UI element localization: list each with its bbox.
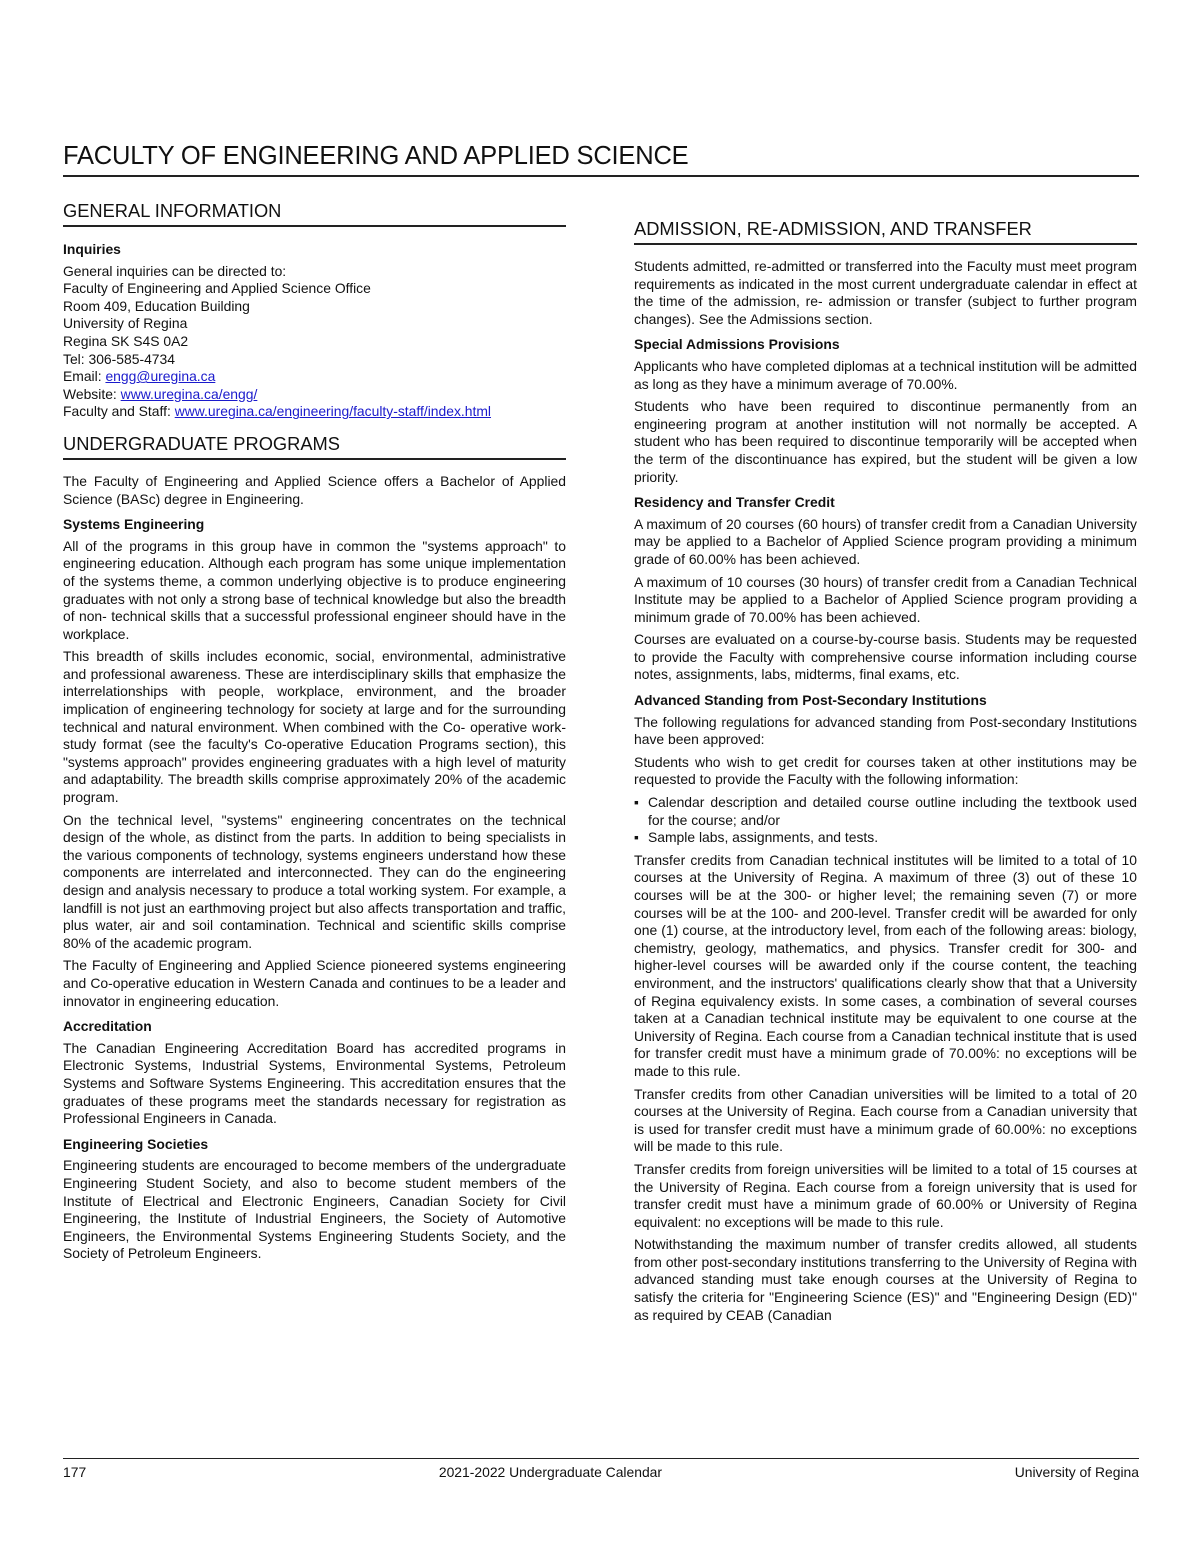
list-item-text: Calendar description and detailed course outline including the textbook used for the course; and/or — [648, 794, 1137, 828]
special-admissions-paragraph-1: Applicants who have completed diplomas at a technical institution will be admitted as long as they have a minimum average of 70.00%. — [634, 357, 1137, 392]
list-item — [634, 794, 1137, 829]
advanced-standing-paragraph-2: Students who wish to get credit for courses taken at other institutions may be requested to provide the Faculty with the following information: — [634, 753, 1137, 788]
staff-link[interactable]: www.uregina.ca/engineering/faculty-staff/index.html — [174, 403, 492, 420]
admission-heading: ADMISSION, RE-ADMISSION, AND TRANSFER — [634, 218, 1137, 245]
info-bullet-list — [634, 794, 1137, 847]
residency-heading: Residency and Transfer Credit — [634, 494, 835, 511]
advanced-standing-heading: Advanced Standing from Post-Secondary Institutions — [634, 692, 987, 709]
staff-label: Faculty and Staff: — [63, 403, 175, 420]
residency-paragraph-1: A maximum of 20 courses (60 hours) of transfer credit from a Canadian University may be applied to a Bachelor of Applied Science program providing a minimum grade of 60.00% has been achieved. — [634, 515, 1137, 567]
website-line — [63, 386, 566, 404]
special-admissions-heading: Special Admissions Provisions — [634, 336, 840, 353]
website-label: Website: — [63, 385, 121, 402]
website-link[interactable]: www.uregina.ca/engg/ — [120, 385, 258, 402]
advanced-standing-paragraph-1: The following regulations for advanced standing from Post-secondary Institutions have been approved: — [634, 713, 1137, 748]
advanced-standing-paragraph-4: Transfer credits from other Canadian universities will be limited to a total of 20 courses at the University of Regina. Each course from a Canadian university that is used for transfer credit must have a minimum grade of 60.00%: no exceptions will be made to this rule. — [634, 1085, 1137, 1155]
inquiries-line: Regina SK S4S 0A2 — [63, 332, 189, 349]
accreditation-heading: Accreditation — [63, 1018, 152, 1035]
inquiries-line: Room 409, Education Building — [63, 297, 250, 314]
inquiries-line: Tel: 306-585-4734 — [63, 350, 175, 367]
email-link[interactable]: engg@uregina.ca — [105, 368, 216, 385]
inquiries-heading: Inquiries — [63, 241, 121, 257]
right-column — [634, 218, 1137, 1329]
systems-paragraph-3: On the technical level, "systems" engineering concentrates on the technical design of the whole, as distinct from the parts. In addition to being specialists in the various components of technology, systems engineers understand how these components are interrelated and interconnected. They can do the engineering design and analysis necessary to produce a total working system. For example, a landfill is not just an earthmoving project but also affects transportation and traffic, plus water, air and soil contamination. Technical and scientific skills comprise 80% of the academic program. — [63, 811, 566, 951]
undergraduate-intro: The Faculty of Engineering and Applied Science offers a Bachelor of Applied Science (BASc) degree in Engineering. — [63, 472, 566, 507]
inquiries-line: University of Regina — [63, 315, 188, 332]
email-line — [63, 368, 566, 386]
page-footer — [63, 1458, 1139, 1480]
advanced-standing-paragraph-6: Notwithstanding the maximum number of transfer credits allowed, all students from other post-secondary institutions transferring to the University of Regina with advanced standing must take enough courses at the University of Regina to satisfy the criteria for "Engineering Science (ES)" and "Engineering Design (ED)" as required by CEAB (Canadian — [634, 1236, 1137, 1323]
advanced-standing-paragraph-5: Transfer credits from foreign universities will be limited to a total of 15 courses at the University of Regina. Each course from a foreign university that is used for transfer credit must have a minimum grade of 60.00% or University of Regina equivalent: no exceptions will be made to this rule. — [634, 1160, 1137, 1230]
systems-engineering-heading: Systems Engineering — [63, 516, 205, 533]
residency-paragraph-3: Courses are evaluated on a course-by-course basis. Students may be requested to provide the Faculty with comprehensive course information including course notes, assignments, labs, midterms, final exams, etc. — [634, 631, 1137, 683]
engineering-societies-paragraph: Engineering students are encouraged to become members of the undergraduate Engineering Student Society, and also to become student members of the Institute of Electrical and Electronic Engineers, Canadian Society for Civil Engineering, the Institute of Industrial Engineers, the Society of Automotive Engineers, the Environmental Systems Engineering Students Society, and the Society of Petroleum Engineers. — [63, 1157, 566, 1262]
bullet-icon: ▪ — [634, 794, 639, 811]
list-item-text: Sample labs, assignments, and tests. — [648, 829, 879, 846]
university-name: University of Regina — [1014, 1464, 1139, 1480]
systems-paragraph-4: The Faculty of Engineering and Applied Science pioneered systems engineering and Co-operative education in Western Canada and continues to be a leader and innovator in engineering education. — [63, 957, 566, 1009]
systems-paragraph-1: All of the programs in this group have in common the "systems approach" to engineering education. Although each program has some unique implementation of the systems theme, a common underlying objective is to produce engineering graduates with not only a strong base of technical knowledge but also the breadth of non- technical skills that a successful professional engineer should have in the workplace. — [63, 537, 566, 642]
undergraduate-programs-heading: UNDERGRADUATE PROGRAMS — [63, 433, 566, 460]
bullet-icon: ▪ — [634, 829, 639, 846]
email-label: Email: — [63, 368, 106, 385]
calendar-title: 2021-2022 Undergraduate Calendar — [438, 1464, 663, 1480]
inquiries-line: Faculty of Engineering and Applied Science Office — [63, 280, 371, 297]
systems-paragraph-2: This breadth of skills includes economic, social, environmental, administrative and professional awareness. These are interdisciplinary skills that emphasize the interrelationships with people, workplace, environment, and the broader implication of engineering technology for society at large and for the surrounding technical and natural environment. When combined with the Co- operative work-study format (see the faculty's Co-operative Education Programs section), this "systems approach" provides engineering graduates with a high level of maturity and adaptability. The breadth skills comprise approximately 20% of the academic program. — [63, 648, 566, 806]
staff-line — [63, 403, 566, 421]
advanced-standing-paragraph-3: Transfer credits from Canadian technical institutes will be limited to a total of 10 courses at the University of Regina. A maximum of three (3) out of these 10 courses will be at the 300- or higher level; the remaining seven (7) or more courses will be at the 100- and 200-level. Transfer credit will be awarded for only one (1) course, at the introductory level, from each of the following areas: biology, chemistry, geology, mathematics, and physics. Transfer credit for 300- and higher-level courses will be awarded only if the course content, the teaching environment, and the instructors' qualifications clearly show that that a University of Regina equivalency exists. In some cases, a combination of several courses taken at a Canadian technical institute may be equivalent to one course at the University of Regina. Each course from a Canadian technical institute that is used for transfer credit must have a minimum grade of 70.00%: no exceptions will be made to this rule. — [634, 851, 1137, 1079]
inquiries-line: General inquiries can be directed to: — [63, 262, 287, 279]
admission-paragraph: Students admitted, re-admitted or transferred into the Faculty must meet program requirements as indicated in the most current undergraduate calendar in effect at the time of the admission, re- admission or transfer (subject to further program changes). See the Admissions section. — [634, 258, 1137, 327]
page-title: FACULTY OF ENGINEERING AND APPLIED SCIENCE — [63, 142, 1139, 177]
residency-paragraph-2: A maximum of 10 courses (30 hours) of transfer credit from a Canadian Technical Institute may be applied to a Bachelor of Applied Science program providing a minimum grade of 70.00% has been achieved. — [634, 573, 1137, 625]
inquiries-block — [63, 263, 566, 421]
engineering-societies-heading: Engineering Societies — [63, 1135, 209, 1152]
page-number: 177 — [63, 1464, 87, 1480]
accreditation-paragraph: The Canadian Engineering Accreditation Board has accredited programs in Electronic Systems, Industrial Systems, Environmental Systems, Petroleum Systems and Software Systems Engineering. This accreditation ensures that the graduates of these programs meet the standards necessary for registration as Professional Engineers in Canada. — [63, 1039, 566, 1127]
left-column — [63, 200, 566, 1268]
general-information-heading: GENERAL INFORMATION — [63, 200, 566, 227]
special-admissions-paragraph-2: Students who have been required to discontinue permanently from an engineering program at another institution will not normally be accepted. A student who has been required to discontinue temporarily will be accepted when the term of the discontinuance has expired, but the student will be given a low priority. — [634, 398, 1137, 485]
list-item — [634, 829, 1137, 847]
